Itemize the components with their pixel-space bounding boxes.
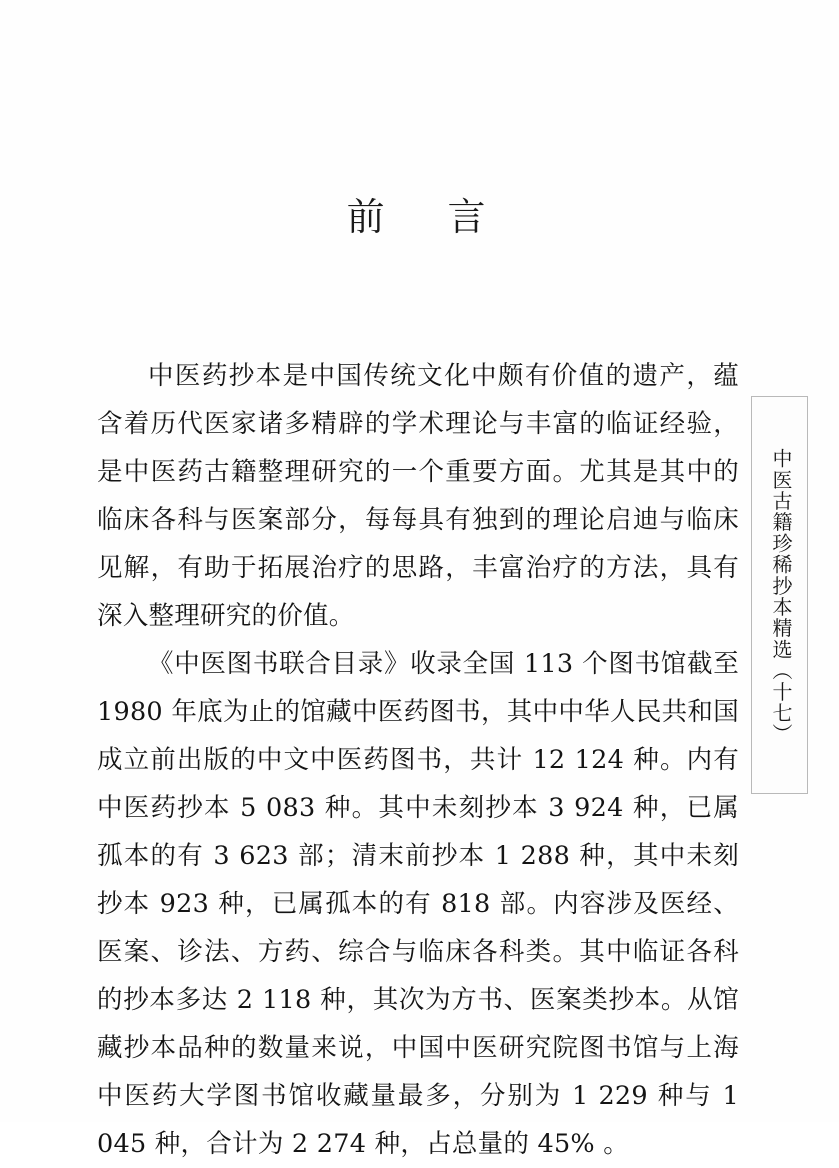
page-title (0, 186, 839, 241)
page-title-second-char: 言 (447, 195, 493, 239)
series-side-label (751, 396, 808, 794)
paragraph-2: 《中医图书联合目录》收录全国 113 个图书馆截至 1980 年底为止的馆藏中医药图书，其中中华人民共和国成立前出版的中文中医药图书，共计 12 124 种。内有中医药抄本 5 083 种。其中未刻抄本 3 924 种，已属孤本的有 3 623 部；清末前抄本 1 288 种，其中未刻抄本 923 种，已属孤本的有 818 部。内容涉及医经、医案、诊法、方药、综合与临床各科类。其中临证各科的抄本多达 2 118 种，其次为方书、医案类抄本。从馆藏抄本品种的数量来说，中国中医研究院图书馆与上海中医药大学图书馆收藏量最多，分别为 1 229 种与 1 045 种，合计为 2 274 种，占总量的 45% 。 (97, 649, 739, 1159)
page-title-first-char: 前 (346, 195, 392, 239)
paragraph-1: 中医药抄本是中国传统文化中颇有价值的遗产，蕴含着历代医家诸多精辟的学术理论与丰富的临证经验，是中医药古籍整理研究的一个重要方面。尤其是其中的临床各科与医案部分，每每具有独到的理论启迪与临床见解，有助于拓展治疗的思路，丰富治疗的方法，具有深入整理研究的价值。 (97, 361, 739, 631)
series-side-label-text: 中医古籍珍稀抄本精选（十七） (769, 447, 793, 745)
preface-body (97, 352, 739, 1168)
